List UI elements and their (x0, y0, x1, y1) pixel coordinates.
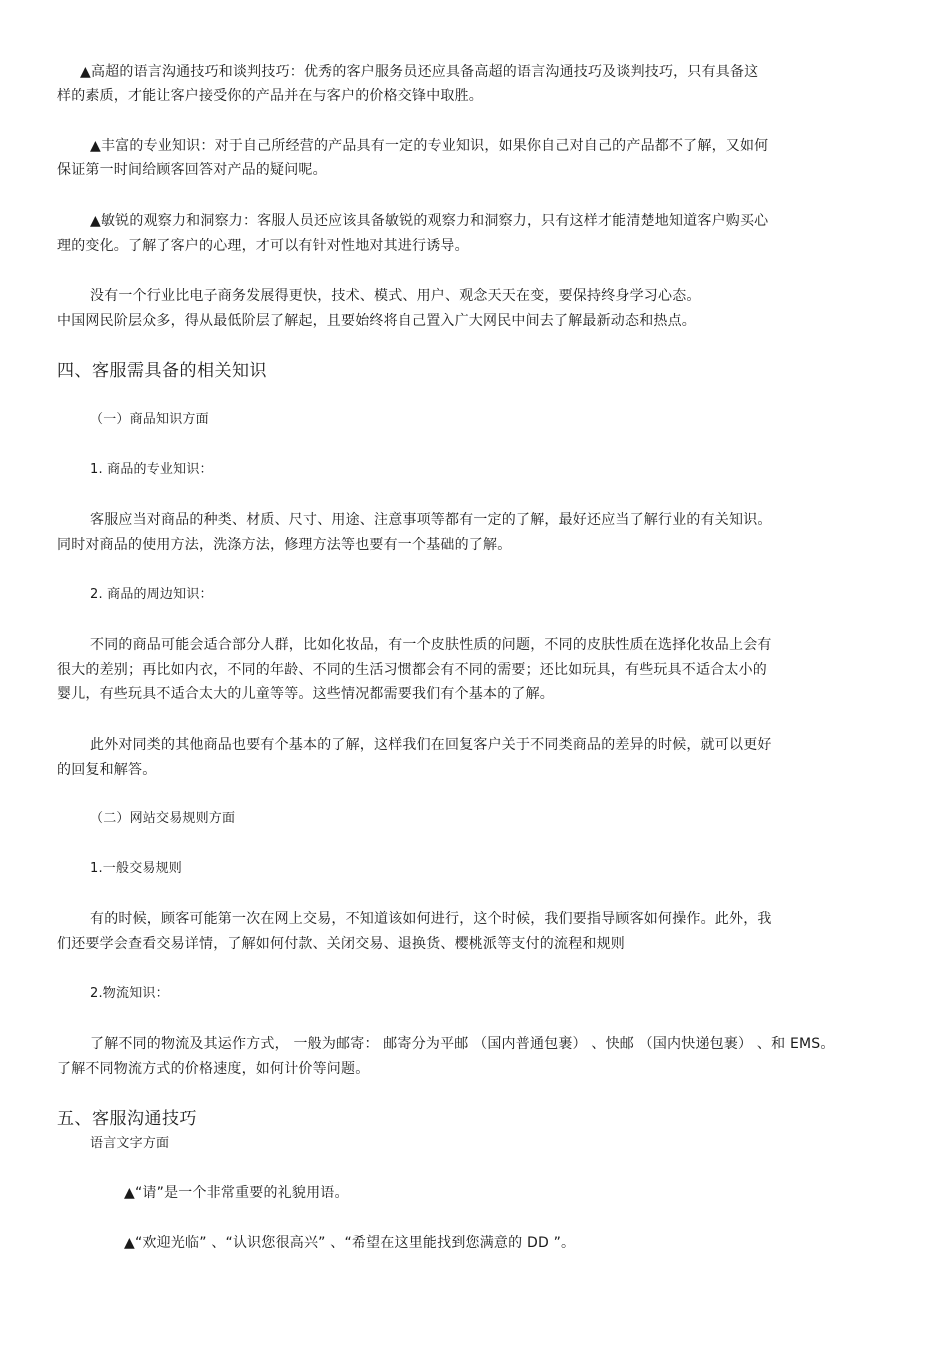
item-heading: 1. 商品的专业知识： (90, 462, 213, 477)
paragraph-line: 们还要学会查看交易详情，了解如何付款、关闭交易、退换货、樱桃派等支付的流程和规则 (57, 936, 625, 952)
paragraph-line: 样的素质，才能让客户接受你的产品并在与客户的价格交锋中取胜。 (57, 88, 483, 104)
paragraph-line: ▲敏锐的观察力和洞察力：客服人员还应该具备敏锐的观察力和洞察力，只有这样才能清楚地知道客户购买心 (90, 213, 769, 229)
paragraph-line: 客服应当对商品的种类、材质、尺寸、用途、注意事项等都有一定的了解，最好还应当了解行业的有关知识。 (90, 512, 772, 528)
section-heading: 四、客服需具备的相关知识 (57, 361, 267, 381)
item-heading: 1.一般交易规则 (90, 861, 183, 876)
paragraph-line: 了解不同的物流及其运作方式， 一般为邮寄： 邮寄分为平邮 （国内普通包裹） 、快邮 （国内快递包裹） 、和 EMS。 (90, 1036, 835, 1052)
paragraph-line: 没有一个行业比电子商务发展得更快，技术、模式、用户、观念天天在变，要保持终身学习心态。 (90, 288, 701, 304)
subsection-heading: （二）网站交易规则方面 (90, 811, 236, 826)
bullet-line: ▲“欢迎光临” 、“认识您很高兴” 、“希望在这里能找到您满意的 DD ”。 (124, 1235, 576, 1251)
paragraph-line: 的回复和解答。 (57, 762, 157, 778)
item-heading: 2. 商品的周边知识： (90, 587, 213, 602)
paragraph-line: 同时对商品的使用方法，洗涤方法，修理方法等也要有一个基础的了解。 (57, 537, 512, 553)
paragraph-line: ▲丰富的专业知识：对于自己所经营的产品具有一定的专业知识，如果你自己对自己的产品都不了解，又如何 (90, 138, 769, 154)
section-heading: 五、客服沟通技巧 (57, 1109, 197, 1129)
paragraph-line: 理的变化。了解了客户的心理，才可以有针对性地对其进行诱导。 (57, 238, 469, 254)
bullet-line: ▲“请”是一个非常重要的礼貌用语。 (124, 1185, 349, 1201)
paragraph-line: 保证第一时间给顾客回答对产品的疑问呢。 (57, 162, 327, 178)
paragraph-line: 有的时候，顾客可能第一次在网上交易，不知道该如何进行，这个时候，我们要指导顾客如何操作。此外，我 (90, 911, 772, 927)
paragraph-line: 了解不同物流方式的价格速度，如何计价等问题。 (57, 1061, 370, 1077)
paragraph-line: 很大的差别；再比如内衣，不同的年龄、不同的生活习惯都会有不同的需要；还比如玩具，有些玩具不适合太小的 (57, 662, 767, 678)
paragraph-line: 此外对同类的其他商品也要有个基本的了解，这样我们在回复客户关于不同类商品的差异的时候，就可以更好 (90, 737, 772, 753)
paragraph-line: ▲高超的语言沟通技巧和谈判技巧：优秀的客户服务员还应具备高超的语言沟通技巧及谈判技巧，只有具备这 (80, 64, 759, 80)
paragraph-line: 不同的商品可能会适合部分人群，比如化妆品，有一个皮肤性质的问题，不同的皮肤性质在选择化妆品上会有 (90, 637, 772, 653)
subsection-heading: （一）商品知识方面 (90, 412, 209, 427)
paragraph-line: 中国网民阶层众多，得从最低阶层了解起，且要始终将自己置入广大网民中间去了解最新动态和热点。 (57, 313, 696, 329)
item-heading: 2.物流知识： (90, 986, 169, 1001)
subsection-heading: 语言文字方面 (90, 1136, 170, 1151)
paragraph-line: 婴儿，有些玩具不适合太大的儿童等等。这些情况都需要我们有个基本的了解。 (57, 686, 554, 702)
